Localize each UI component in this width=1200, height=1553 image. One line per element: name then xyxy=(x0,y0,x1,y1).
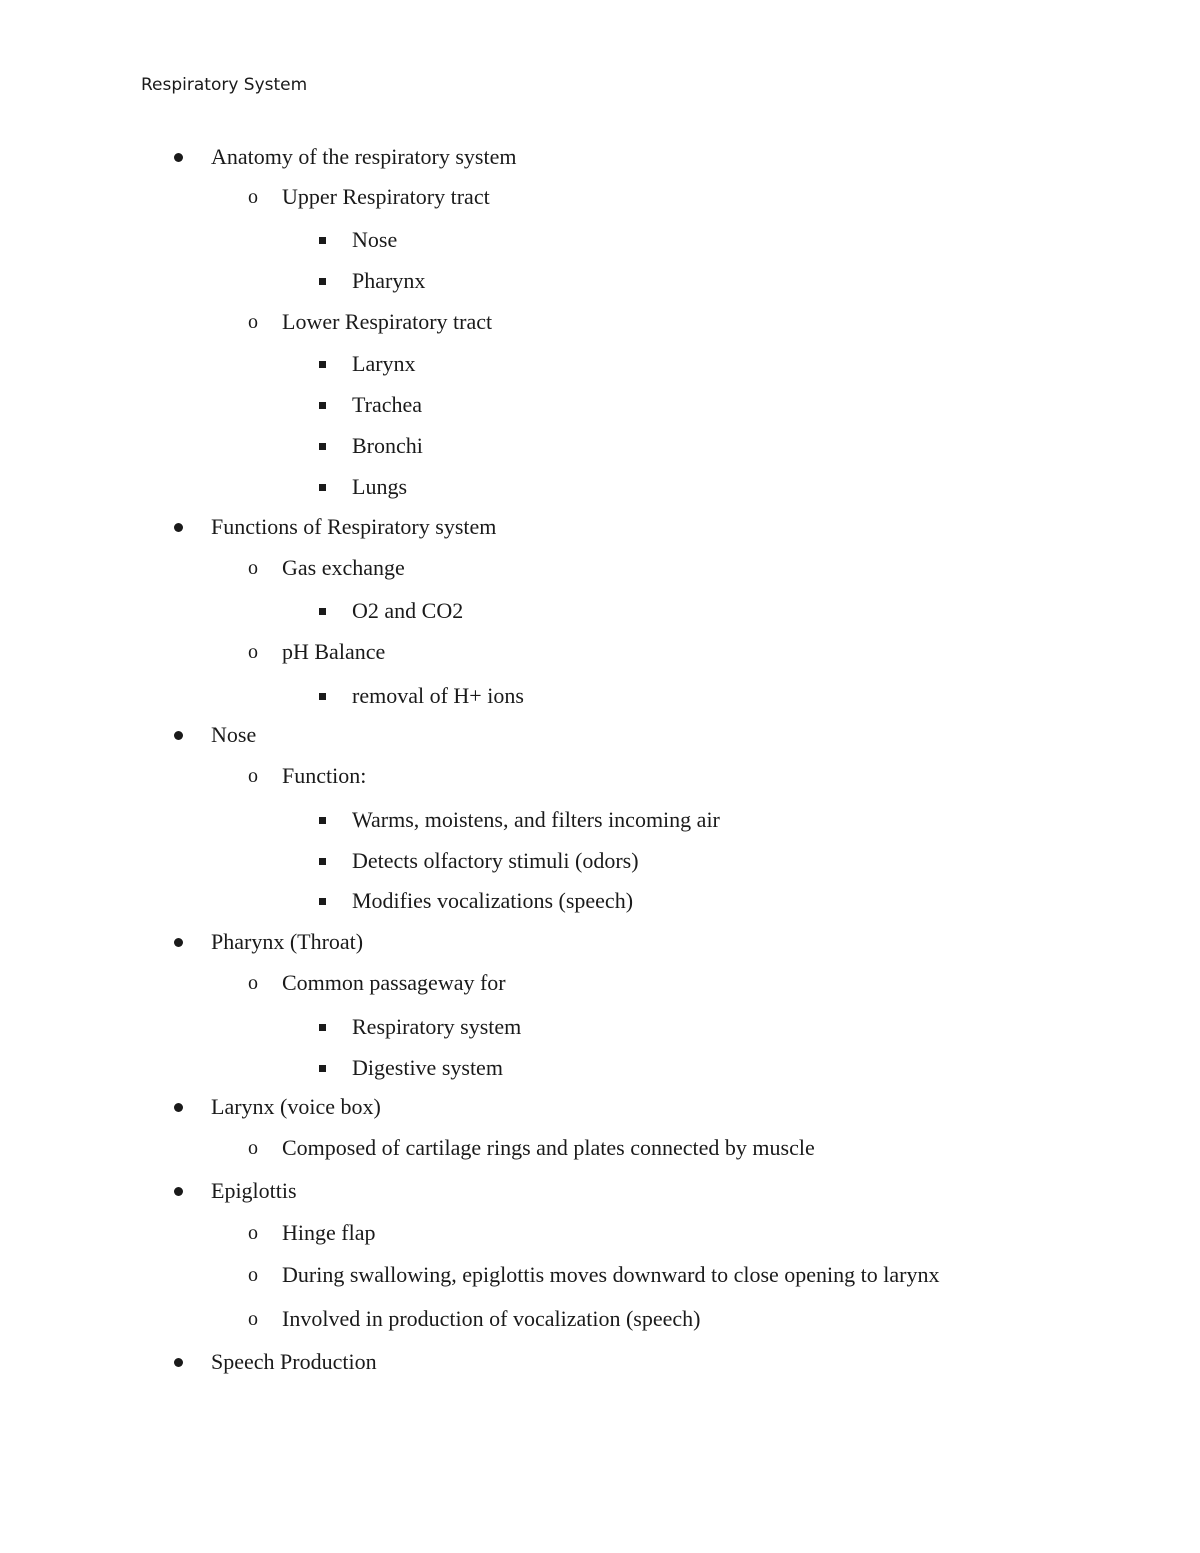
outline-item-text: Modifies vocalizations (speech) xyxy=(352,888,634,913)
outline-item-text: pH Balance xyxy=(282,639,386,664)
outline-item-text: Epiglottis xyxy=(211,1178,297,1203)
outline-item-text: Upper Respiratory tract xyxy=(282,184,490,209)
circle-bullet-icon: o xyxy=(248,1222,258,1244)
outline-item-text: Larynx (voice box) xyxy=(211,1094,381,1119)
outline-item-text: Composed of cartilage rings and plates connected by muscle xyxy=(282,1135,815,1160)
outline-item-text: Speech Production xyxy=(211,1349,377,1374)
outline-item-text: Common passageway for xyxy=(282,970,506,995)
outline-item-text: Nose xyxy=(352,227,398,252)
circle-bullet-icon: o xyxy=(248,311,258,333)
outline-item-text: Trachea xyxy=(352,392,423,417)
outline-item-text: removal of H+ ions xyxy=(352,683,524,708)
outline-item-text: Anatomy of the respiratory system xyxy=(211,144,517,169)
outline-item-text: Detects olfactory stimuli (odors) xyxy=(352,848,639,873)
circle-bullet-icon: o xyxy=(248,557,258,579)
outline-item-text: Nose xyxy=(211,722,257,747)
circle-bullet-icon: o xyxy=(248,972,258,994)
outline-item-text: Digestive system xyxy=(352,1055,503,1080)
outline-item-text: Functions of Respiratory system xyxy=(211,514,497,539)
circle-bullet-icon: o xyxy=(248,765,258,787)
outline-item-text: Warms, moistens, and filters incoming air xyxy=(352,807,720,832)
outline-item-text: Function: xyxy=(282,763,367,788)
outline-item-text: Gas exchange xyxy=(282,555,405,580)
circle-bullet-icon: o xyxy=(248,186,258,208)
outline-item-text: Hinge flap xyxy=(282,1220,376,1245)
outline-item-text: Involved in production of vocalization (speech) xyxy=(282,1306,701,1331)
outline-item-text: During swallowing, epiglottis moves downward to close opening to larynx xyxy=(282,1262,940,1287)
outline-item-text: Lungs xyxy=(352,474,407,499)
circle-bullet-icon: o xyxy=(248,1308,258,1330)
outline-item-text: O2 and CO2 xyxy=(352,598,464,623)
outline-item-text: Pharynx (Throat) xyxy=(211,929,364,954)
outline-item-text: Lower Respiratory tract xyxy=(282,309,493,334)
circle-bullet-icon: o xyxy=(248,641,258,663)
outline-item-text: Larynx xyxy=(352,351,416,376)
outline-item-text: Respiratory system xyxy=(352,1014,522,1039)
document-title: Respiratory System xyxy=(141,75,308,95)
circle-bullet-icon: o xyxy=(248,1264,258,1286)
outline-item-text: Pharynx xyxy=(352,268,426,293)
outline-item-text: Bronchi xyxy=(352,433,423,458)
circle-bullet-icon: o xyxy=(248,1137,258,1159)
